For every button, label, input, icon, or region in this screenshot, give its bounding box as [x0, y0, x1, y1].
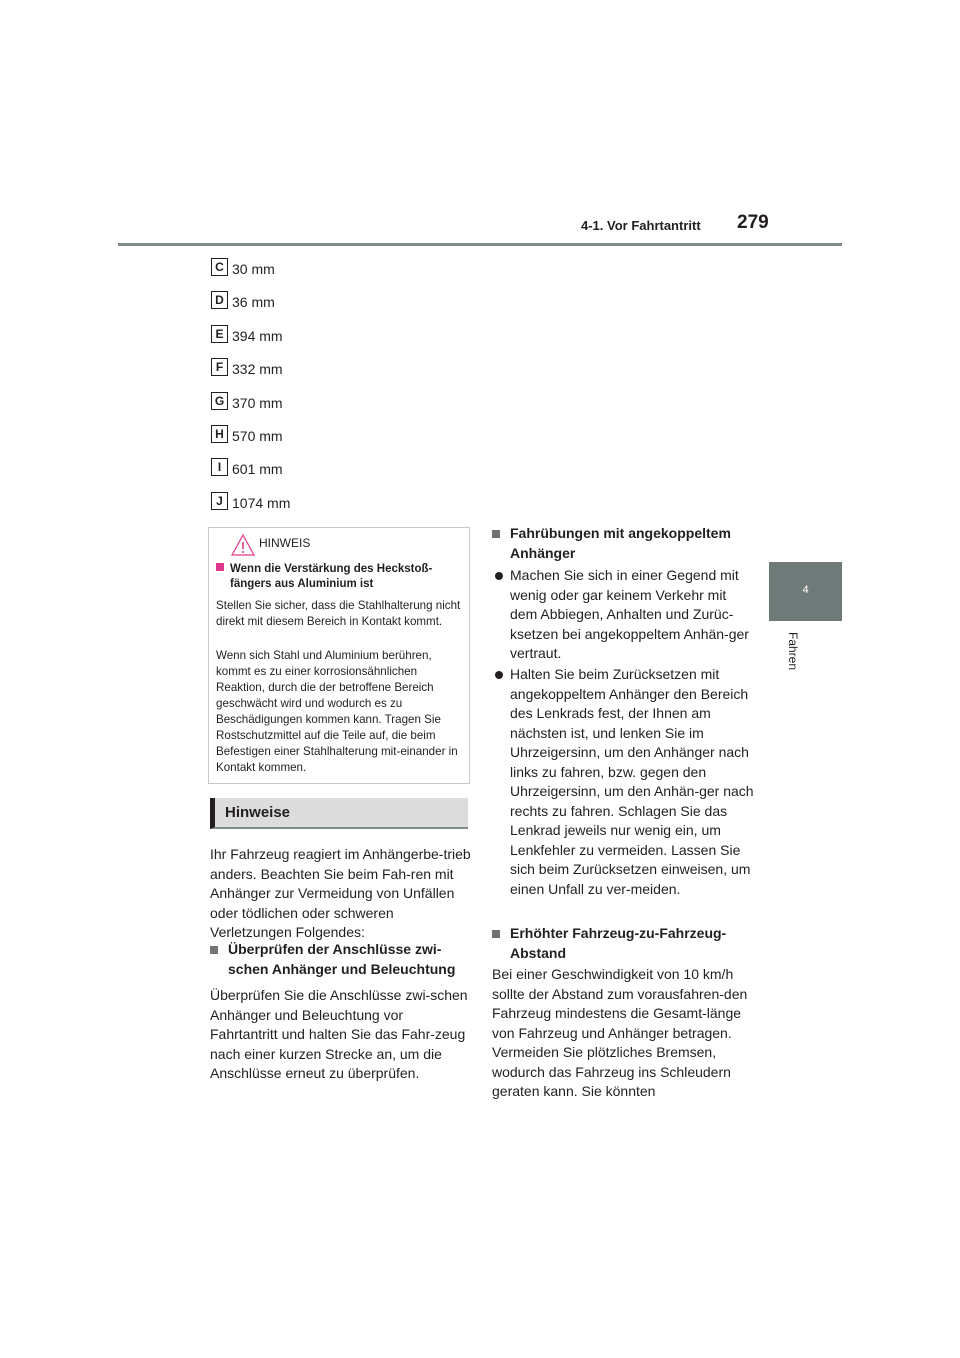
bullet-item: Machen Sie sich in einer Gegend mit wenig oder gar keinem Verkehr mit dem Abbiegen, Anhalten und Zurüc-ksetzen bei angekoppeltem Anhän-ger vertraut.	[492, 566, 754, 664]
dimension-item	[211, 358, 331, 376]
dimension-value: 601 mm	[232, 461, 283, 477]
square-bullet-icon	[216, 563, 224, 571]
dimension-item	[211, 392, 331, 410]
subheading: Erhöhter Fahrzeug-zu-Fahrzeug-Abstand	[492, 924, 754, 963]
dimension-letter: I	[211, 458, 228, 476]
notice-paragraph: Stellen Sie sicher, dass die Stahlhalterung nicht direkt mit diesem Bereich in Kontakt kommt.	[216, 599, 461, 628]
chapter-label: Fahren	[786, 632, 800, 671]
notice-subheading: Wenn die Verstärkung des Heckstoß- fängers aus Aluminium ist	[216, 562, 466, 592]
dimension-value: 570 mm	[232, 428, 283, 444]
notice-box	[208, 527, 470, 784]
square-bullet-icon	[210, 946, 218, 954]
section-heading-bar	[210, 798, 468, 829]
dimension-item	[211, 425, 331, 443]
section-heading: Hinweise	[225, 804, 291, 821]
dimension-value: 370 mm	[232, 395, 283, 411]
intro-paragraph: Ihr Fahrzeug reagiert im Anhängerbe-trieb anders. Beachten Sie beim Fah-ren mit Anhänger zur Vermeidung von Unfällen oder tödlichen oder schweren Verletzungen Folgendes:	[210, 846, 471, 940]
square-bullet-icon	[492, 930, 500, 938]
subheading: Überprüfen der Anschlüsse zwi-schen Anhänger und Beleuchtung	[210, 940, 472, 979]
dimension-letter: C	[211, 258, 228, 276]
dimension-letter: E	[211, 325, 228, 343]
subheading: Fahrübungen mit angekoppeltem Anhänger	[492, 524, 754, 563]
bullet-item: Halten Sie beim Zurücksetzen mit angekoppeltem Anhänger den Bereich des Lenkrads fest, der Ihnen am nächsten ist, und lenken Sie im Uhrzeigersinn, um den Anhänger nach links zu fahren, bzw. gegen den Uhrzeigersinn, um den Anhän-ger nach rechts zu fahren. Schlagen Sie das Lenkrad jeweils nur wenig ein, um Lenkfehler zu vermeiden. Lassen Sie sich beim Zurücksetzen einweisen, um einen Unfall zu ver-meiden.	[492, 665, 754, 899]
warning-triangle-icon	[230, 533, 256, 557]
dimension-letter: J	[211, 492, 228, 510]
square-bullet-icon	[492, 530, 500, 538]
dimension-item	[211, 258, 331, 276]
body-paragraph: Bei einer Geschwindigkeit von 10 km/h sollte der Abstand zum vorausfahren-den Fahrzeug mindestens die Gesamt-länge von Fahrzeug und Anhänger betragen. Vermeiden Sie plötzliches Bremsen, wodurch das Fahrzeug ins Schleudern geraten kann. Sie könnten	[492, 966, 748, 1099]
dimension-letter: H	[211, 425, 228, 443]
dimension-value: 30 mm	[232, 261, 275, 277]
dimension-item	[211, 291, 331, 309]
bullet-dot-icon	[495, 671, 503, 679]
chapter-tab	[769, 562, 842, 621]
notice-paragraph: Wenn sich Stahl und Aluminium berühren, kommt es zu einer korrosionsähnlichen Reaktion, durch die der betroffene Bereich geschwächt wird und wodurch es zu Beschädigungen kommen kann. Tragen Sie Rostschutzmittel auf die Teile auf, die beim Befestigen einer Stahlhalterung mit-einander in Kontakt kommen.	[216, 649, 458, 774]
bullet-dot-icon	[495, 572, 503, 580]
dimension-item	[211, 458, 331, 476]
dimension-letter: F	[211, 358, 228, 376]
dimension-value: 1074 mm	[232, 495, 291, 511]
body-paragraph: Überprüfen Sie die Anschlüsse zwi-schen Anhänger und Beleuchtung vor Fahrtantritt und halten Sie das Fahr-zeug nach einer kurzen Strecke an, um die Anschlüsse erneut zu überprüfen.	[210, 987, 468, 1081]
dimension-letter: G	[211, 392, 228, 410]
dimension-item	[211, 492, 331, 510]
page-number: 279	[737, 212, 769, 233]
header-divider	[118, 243, 842, 246]
dimension-value: 332 mm	[232, 361, 283, 377]
dimension-value: 394 mm	[232, 328, 283, 344]
notice-title: HINWEIS	[259, 536, 311, 550]
section-title: 4-1. Vor Fahrtantritt	[581, 218, 701, 233]
dimension-item	[211, 325, 331, 343]
dimension-letter: D	[211, 291, 228, 309]
dimension-value: 36 mm	[232, 294, 275, 310]
chapter-number: 4	[802, 584, 809, 596]
